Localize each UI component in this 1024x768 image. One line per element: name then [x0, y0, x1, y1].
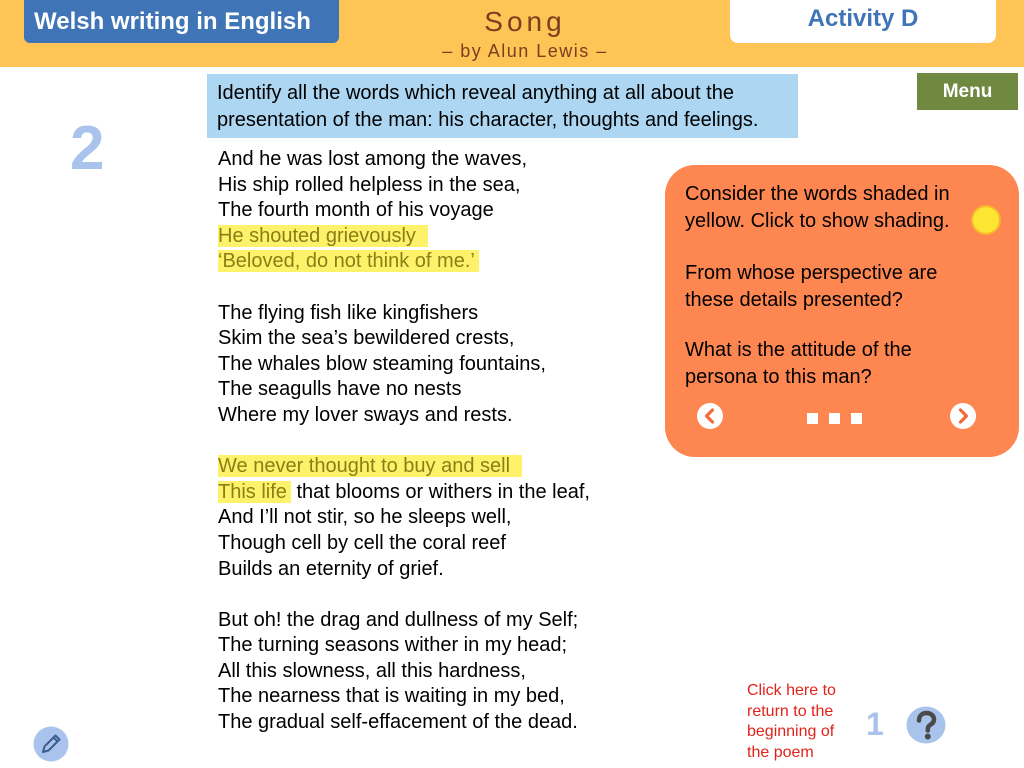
panel-question-perspective [685, 260, 975, 314]
show-shading-button[interactable] [971, 205, 1001, 235]
pencil-icon[interactable] [33, 726, 69, 762]
pager-dots [807, 411, 873, 429]
poem-line: And I’ll not stir, so he sleeps well, [218, 506, 512, 529]
poem-line-rest: that blooms or withers in the leaf, [290, 480, 590, 503]
section-title-tab[interactable]: Welsh writing in English [24, 0, 339, 43]
pager-dot[interactable] [851, 413, 862, 424]
menu-button[interactable]: Menu [917, 73, 1018, 110]
poem-line-highlighted[interactable]: ‘Beloved, do not think of me.’ [218, 250, 479, 272]
poem-line: The whales blow steaming fountains, [218, 352, 546, 375]
panel-text: What is the attitude of the [685, 339, 912, 361]
header-bar [0, 0, 1024, 67]
question-panel [665, 165, 1019, 457]
activity-label: Activity D [730, 0, 996, 43]
pager-dot[interactable] [807, 413, 818, 424]
poem-line: But oh! the drag and dullness of my Self; [218, 608, 579, 631]
poem-line: His ship rolled helpless in the sea, [218, 173, 521, 196]
poem-line-highlighted[interactable]: We never thought to buy and sell [218, 455, 522, 477]
chevron-left-icon[interactable] [697, 403, 723, 429]
poem-line: Skim the sea’s bewildered crests, [218, 327, 515, 350]
question-mark-icon[interactable] [906, 706, 946, 744]
return-text-line: beginning of [747, 723, 835, 740]
pager-dot[interactable] [829, 413, 840, 424]
return-text-line: the poem [747, 743, 814, 761]
poem-line: The fourth month of his voyage [218, 199, 494, 222]
poem-line: The gradual self-effacement of the dead. [218, 711, 578, 734]
previous-page-number[interactable]: 1 [866, 706, 884, 742]
page-number: 2 [70, 114, 105, 183]
poem-phrase-highlighted[interactable]: This life [218, 481, 291, 503]
panel-text: persona to this man? [685, 366, 872, 388]
return-text-line: Click here to [747, 682, 836, 699]
return-text-line: return to the [747, 702, 834, 720]
instruction-line: Identify all the words which reveal anything at all about the [217, 82, 734, 104]
panel-question-attitude [685, 337, 975, 391]
poem-line: Though cell by cell the coral reef [218, 531, 506, 554]
poem-line-highlighted[interactable]: He shouted grievously [218, 225, 428, 247]
return-to-beginning-link[interactable] [747, 681, 857, 763]
poem-author: – by Alun Lewis – [442, 41, 608, 61]
panel-text: Consider the words shaded in [685, 183, 950, 205]
panel-text: these details presented? [685, 289, 903, 311]
poem-text [218, 147, 590, 736]
instruction-box [207, 74, 798, 138]
panel-prompt-shading [685, 181, 975, 235]
poem-line: The turning seasons wither in my head; [218, 634, 568, 657]
poem-title: Song [484, 6, 566, 37]
poem-line: Builds an eternity of grief. [218, 557, 444, 580]
panel-text: From whose perspective are [685, 262, 938, 284]
poem-line: The flying fish like kingfishers [218, 301, 479, 324]
chevron-right-icon[interactable] [950, 403, 976, 429]
instruction-line: presentation of the man: his character, thoughts and feelings. [217, 109, 759, 131]
poem-line: Where my lover sways and rests. [218, 403, 513, 426]
poem-line: The nearness that is waiting in my bed, [218, 685, 565, 708]
poem-line: And he was lost among the waves, [218, 148, 528, 170]
poem-line: The seagulls have no nests [218, 378, 462, 401]
poem-line: All this slowness, all this hardness, [218, 659, 526, 682]
panel-text: yellow. Click to show shading. [685, 210, 950, 232]
